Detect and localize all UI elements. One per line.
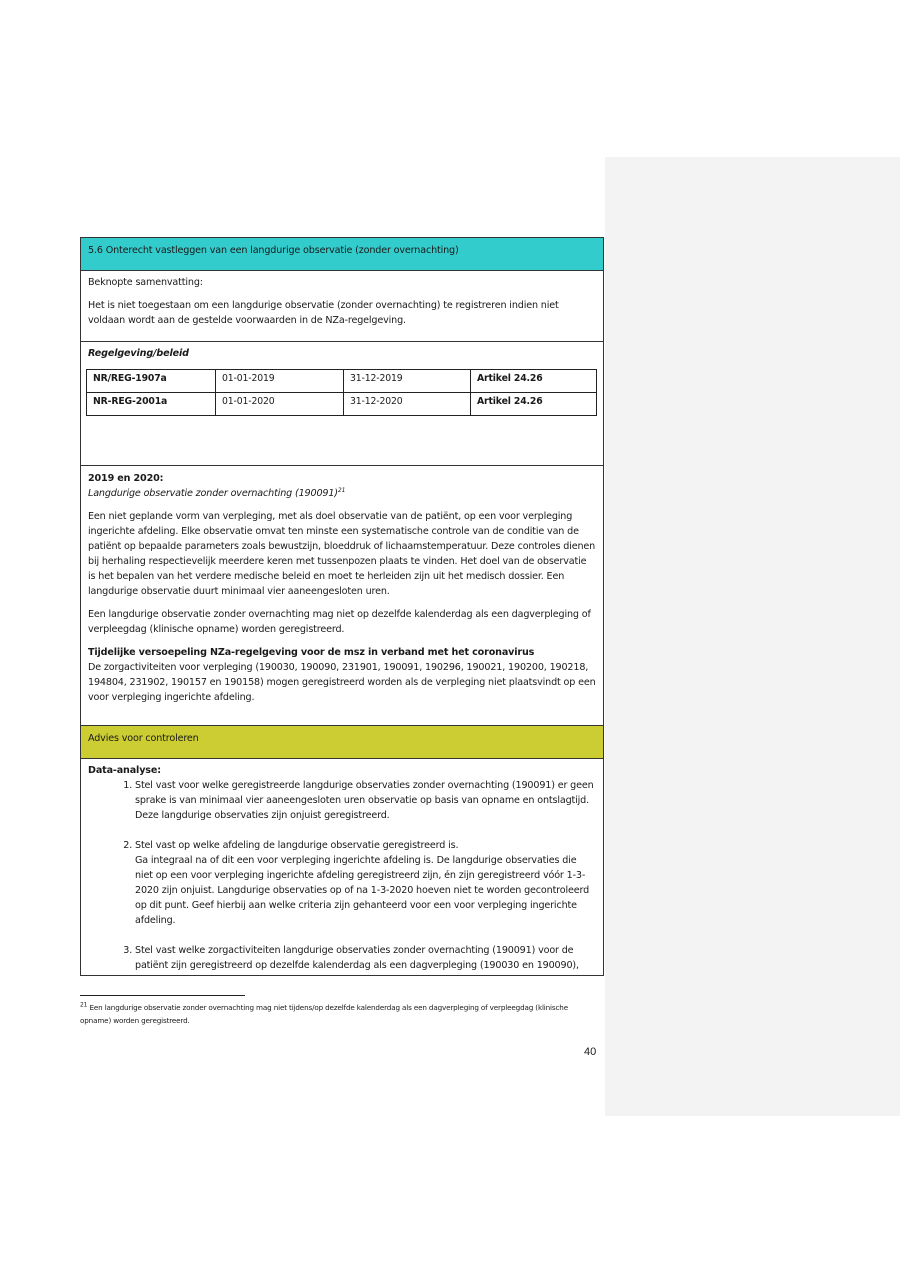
regulation-code: NR-REG-2001a [87,393,216,416]
definition-paragraph: Een niet geplande vorm van verpleging, met als doel observatie van de patiënt, op een voor verpleging ingerichte afdeling. Elke observatie omvat ten minste een systematische controle van de conditie van de patiënt op bepaalde parameters zoals bewustzijn, bloeddruk of lichaamstemperatuur. Deze controles dienen bij herhaling respectievelijk meerdere keren met tussenpozen plaats te vinden. Het doel van de observatie is het bepalen van het verdere medische beleid en moet te herleiden zijn uit het medisch dossier. Een langdurige observatie duurt minimaal vier aaneengesloten uren. [88,511,596,597]
footnote [80,1002,600,1027]
regulations-label: Regelgeving/beleid [88,348,189,359]
advice-step [135,943,596,973]
footnote-text: Een langdurige observatie zonder overnachting mag niet tijdens/op dezelfde kalenderdag als een dagverpleging of verpleegdag (klinische opname) worden geregistreerd. [80,1003,568,1025]
summary-section [81,271,603,342]
definition-subtitle-text: Langdurige observatie zonder overnachting (190091) [88,488,338,499]
advice-step-line: Stel vast op welke afdeling de langdurige observatie geregistreerd is. [135,840,459,851]
advice-step [135,838,596,928]
advice-section [81,759,603,976]
definition-paragraph: Een langdurige observatie zonder overnachting mag niet op dezelfde kalenderdag als een dagverpleging of verpleegdag (klinische opname) worden geregistreerd. [88,609,591,635]
advice-step-text: Stel vast voor welke geregistreerde langdurige observaties zonder overnachting (190091) er geen sprake is van minimaal vier aaneengesloten uren observatie op basis van opname en ontslagtijd. Deze langdurige observaties zijn onjuist geregistreerd. [135,780,594,821]
advice-step-text: Stel vast welke zorgactiviteiten langdurige observaties zonder overnachting (190091) voor de patiënt zijn geregistreerd op dezelfde kalenderdag als een dagverpleging (190030 en 190090), [135,945,579,971]
regulation-code: NR/REG-1907a [87,370,216,393]
regulation-end: 31-12-2020 [344,393,471,416]
advice-step [135,778,596,823]
regulation-start: 01-01-2019 [216,370,344,393]
table-row [87,393,597,416]
corona-heading: Tijdelijke versoepeling NZa-regelgeving voor de msz in verband met het coronavirus [88,647,535,658]
comment-pane [605,157,900,1116]
advice-title: Advies voor controleren [88,733,199,744]
summary-text: Het is niet toegestaan om een langdurige observatie (zonder overnachting) te registreren indien niet voldaan wordt aan de gestelde voorwaarden in de NZa-regelgeving. [88,300,559,326]
corona-text: De zorgactiviteiten voor verpleging (190030, 190090, 231901, 190091, 190296, 190021, 190200, 190218, 194804, 231902, 190157 en 190158) mogen geregistreerd worden als de verpleging niet plaatsvindt op een voor verpleging ingerichte afdeling. [88,662,596,703]
regulation-article: Artikel 24.26 [471,370,597,393]
regulations-section [81,342,603,466]
regulation-article: Artikel 24.26 [471,393,597,416]
table-row [87,370,597,393]
regulation-start: 01-01-2020 [216,393,344,416]
regulations-table [86,369,597,416]
section-header [81,238,603,271]
section-title: 5.6 Onterecht vastleggen van een langdurige observatie (zonder overnachting) [88,245,459,256]
definition-section [81,466,603,726]
page-number: 40 [584,1046,597,1058]
regulation-end: 31-12-2019 [344,370,471,393]
footnote-separator [80,995,245,996]
years-label: 2019 en 2020: [88,473,164,484]
summary-label: Beknopte samenvatting: [88,277,203,288]
advice-steps [88,778,596,973]
definition-subtitle [88,486,596,501]
footnote-number: 21 [80,1001,88,1009]
data-analysis-label: Data-analyse: [88,765,161,776]
audit-section-box [80,237,604,976]
footnote-ref[interactable]: 21 [337,486,346,494]
advice-header [81,726,603,759]
advice-step-text: Ga integraal na of dit een voor verpleging ingerichte afdeling is. De langdurige observaties die niet op een voor verpleging ingerichte afdeling geregistreerd zijn, én zijn geregistreerd vóór 1-3-2020 zijn onjuist. Langdurige observaties op of na 1-3-2020 hoeven niet te worden gecontroleerd op dit punt. Geef hierbij aan welke criteria zijn gehanteerd voor een voor verpleging ingerichte afdeling. [135,855,590,926]
